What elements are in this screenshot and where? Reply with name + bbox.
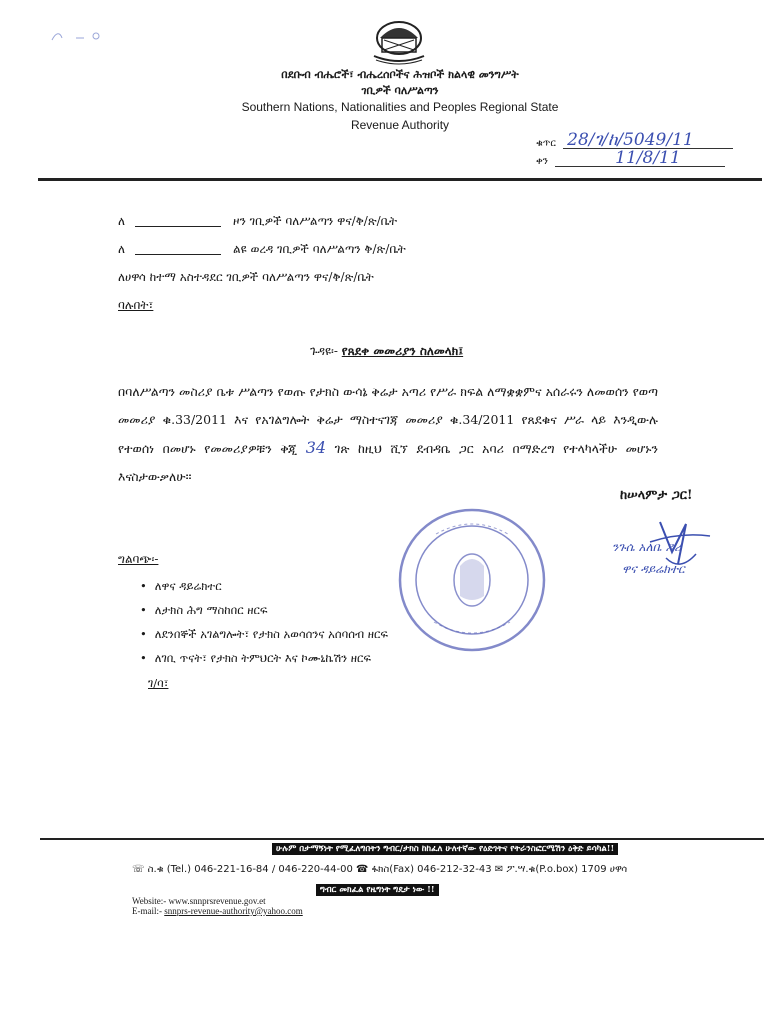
blank-field [135, 254, 221, 255]
handwritten-page-count: 34 [305, 438, 327, 457]
blank-field [135, 226, 221, 227]
letter-body [118, 378, 658, 491]
cc-label: ግልባጭ፡- [118, 552, 159, 566]
addressee-text: ልዩ ወረዳ ገቢዎች ባለሥልጣን ቅ/ጽ/ቤት [233, 242, 406, 256]
list-item: • ለዋና ዳይሬክተር [140, 574, 388, 598]
official-stamp-icon [396, 506, 548, 654]
footer-divider [40, 838, 764, 840]
addressee-line-1 [118, 214, 397, 229]
subject-line [310, 344, 463, 359]
subject-label: ጉዳዩ፡- [310, 344, 338, 358]
date-label: ቀን [536, 156, 548, 167]
website-label: Website:- [132, 896, 167, 906]
footer-website [132, 896, 266, 906]
addressee-text: ዞን ገቢዎች ባለሥልጣን ዋና/ቅ/ጽ/ቤት [233, 214, 398, 228]
list-item: • ለገቢ ጥናት፣ የታክስ ትምህርት እና ኮሙኒኬሽን ዘርፍ [140, 646, 388, 670]
reference-label: ቁጥር [536, 138, 556, 149]
closing-greeting: ከሠላምታ ጋር! [620, 488, 693, 503]
footer-tax-duty-banner: ግብር መክፈል የዜግነት ግዴታ ነው !! [316, 884, 439, 896]
signer-name: ንጉሴ አለቤ ዶሪ [612, 540, 682, 554]
authority-name-amharic: ገቢዎች ባለሥልጣን [361, 84, 439, 97]
addressee-line-2 [118, 242, 406, 257]
footer-contact-info: ☏ ስ.ቁ (Tel.) 046-221-16-84 / 046-220-44-00 ☎ ፋክስ(Fax) 046-212-32-43 ✉ ፖ.ሣ.ቁ(P.o.box) 1709 ሀዋሳ [132, 864, 628, 875]
addressee-line-4: ባሉበት፣ [118, 298, 154, 312]
list-item: • ለታክስ ሕግ ማስከበር ዘርፍ [140, 598, 388, 622]
authority-name-english: Revenue Authority [350, 118, 450, 132]
email-label: E-mail:- [132, 906, 162, 916]
footer-email [132, 906, 303, 916]
addressee-line-3: ለሀዋሳ ከተማ አስተዳደር ገቢዎች ባለሥልጣን ዋና/ቅ/ጽ/ቤት [118, 270, 374, 284]
date-row [536, 148, 725, 168]
reference-value: 28/ገ/ከ/5049/11 [567, 130, 694, 150]
reference-number-row [536, 130, 733, 150]
body-text-part1: በባለሥልጣን መስሪያ ቤቱ ሥልጣን የወጡ የታክስ ውሳኔ ቅሬታ አጣሪ የሥራ ክፍል ለማቋቋምና አሰራሩን ለመወሰን የወጣ መመሪያ ቁ.33/2011 እና የአገልግሎት ቅሬታ ማስተናገጃ መመሪያ ቁ.34/2011 የጸደቁና ሥራ ላይ እንዲውሉ የተወሰነ በመሆኑ የመመሪያዎቹን ቅጂ [118, 384, 658, 456]
body-text-part2: ገጽ ከዚህ ሺኘ ደብዳቤ ጋር አባሪ በማድረግ የተላካላችሁ መሆኑን እናስታውቃለሁ። [118, 441, 659, 484]
org-name-english: Southern Nations, Nationalities and Peoples Regional State [241, 100, 559, 114]
list-item: • ለደንበኞች አገልግሎት፣ የታክስ አወሳሰንና አሰባሰብ ዘርፍ [140, 622, 388, 646]
addressee-prefix: ለ [118, 242, 126, 256]
addressee-prefix: ለ [118, 214, 126, 228]
header-divider [38, 178, 762, 181]
email-link[interactable]: snnprs-revenue-authority@yahoo.com [164, 906, 303, 916]
cc-end-note: ገ/ባ፣ [148, 676, 169, 690]
subject-text: የጸደቀ መመሪያን ስለመላክ፤ [341, 344, 464, 358]
org-name-amharic: በደቡብ ብሔሮች፣ ብሔረሰቦችና ሕዝቦች ክልላዊ መንግሥት [281, 68, 519, 81]
signer-title: ዋና ዳይሬክተር [622, 562, 685, 576]
cc-list [140, 574, 388, 670]
footer-slogan-banner: ሁሉም በታማኝነት የሚፈለግበትን ግብር/ታክስ ከከፈለ ሁለተኛው የዕድገትና የትራንስፎርሜሽን ዕቅድ ይሳካል!! [272, 843, 618, 855]
margin-scribble-icon [48, 26, 108, 46]
coat-of-arms-logo [366, 16, 432, 66]
website-link[interactable]: www.snnprsrevenue.gov.et [168, 896, 266, 906]
date-value: 11/8/11 [615, 148, 681, 168]
